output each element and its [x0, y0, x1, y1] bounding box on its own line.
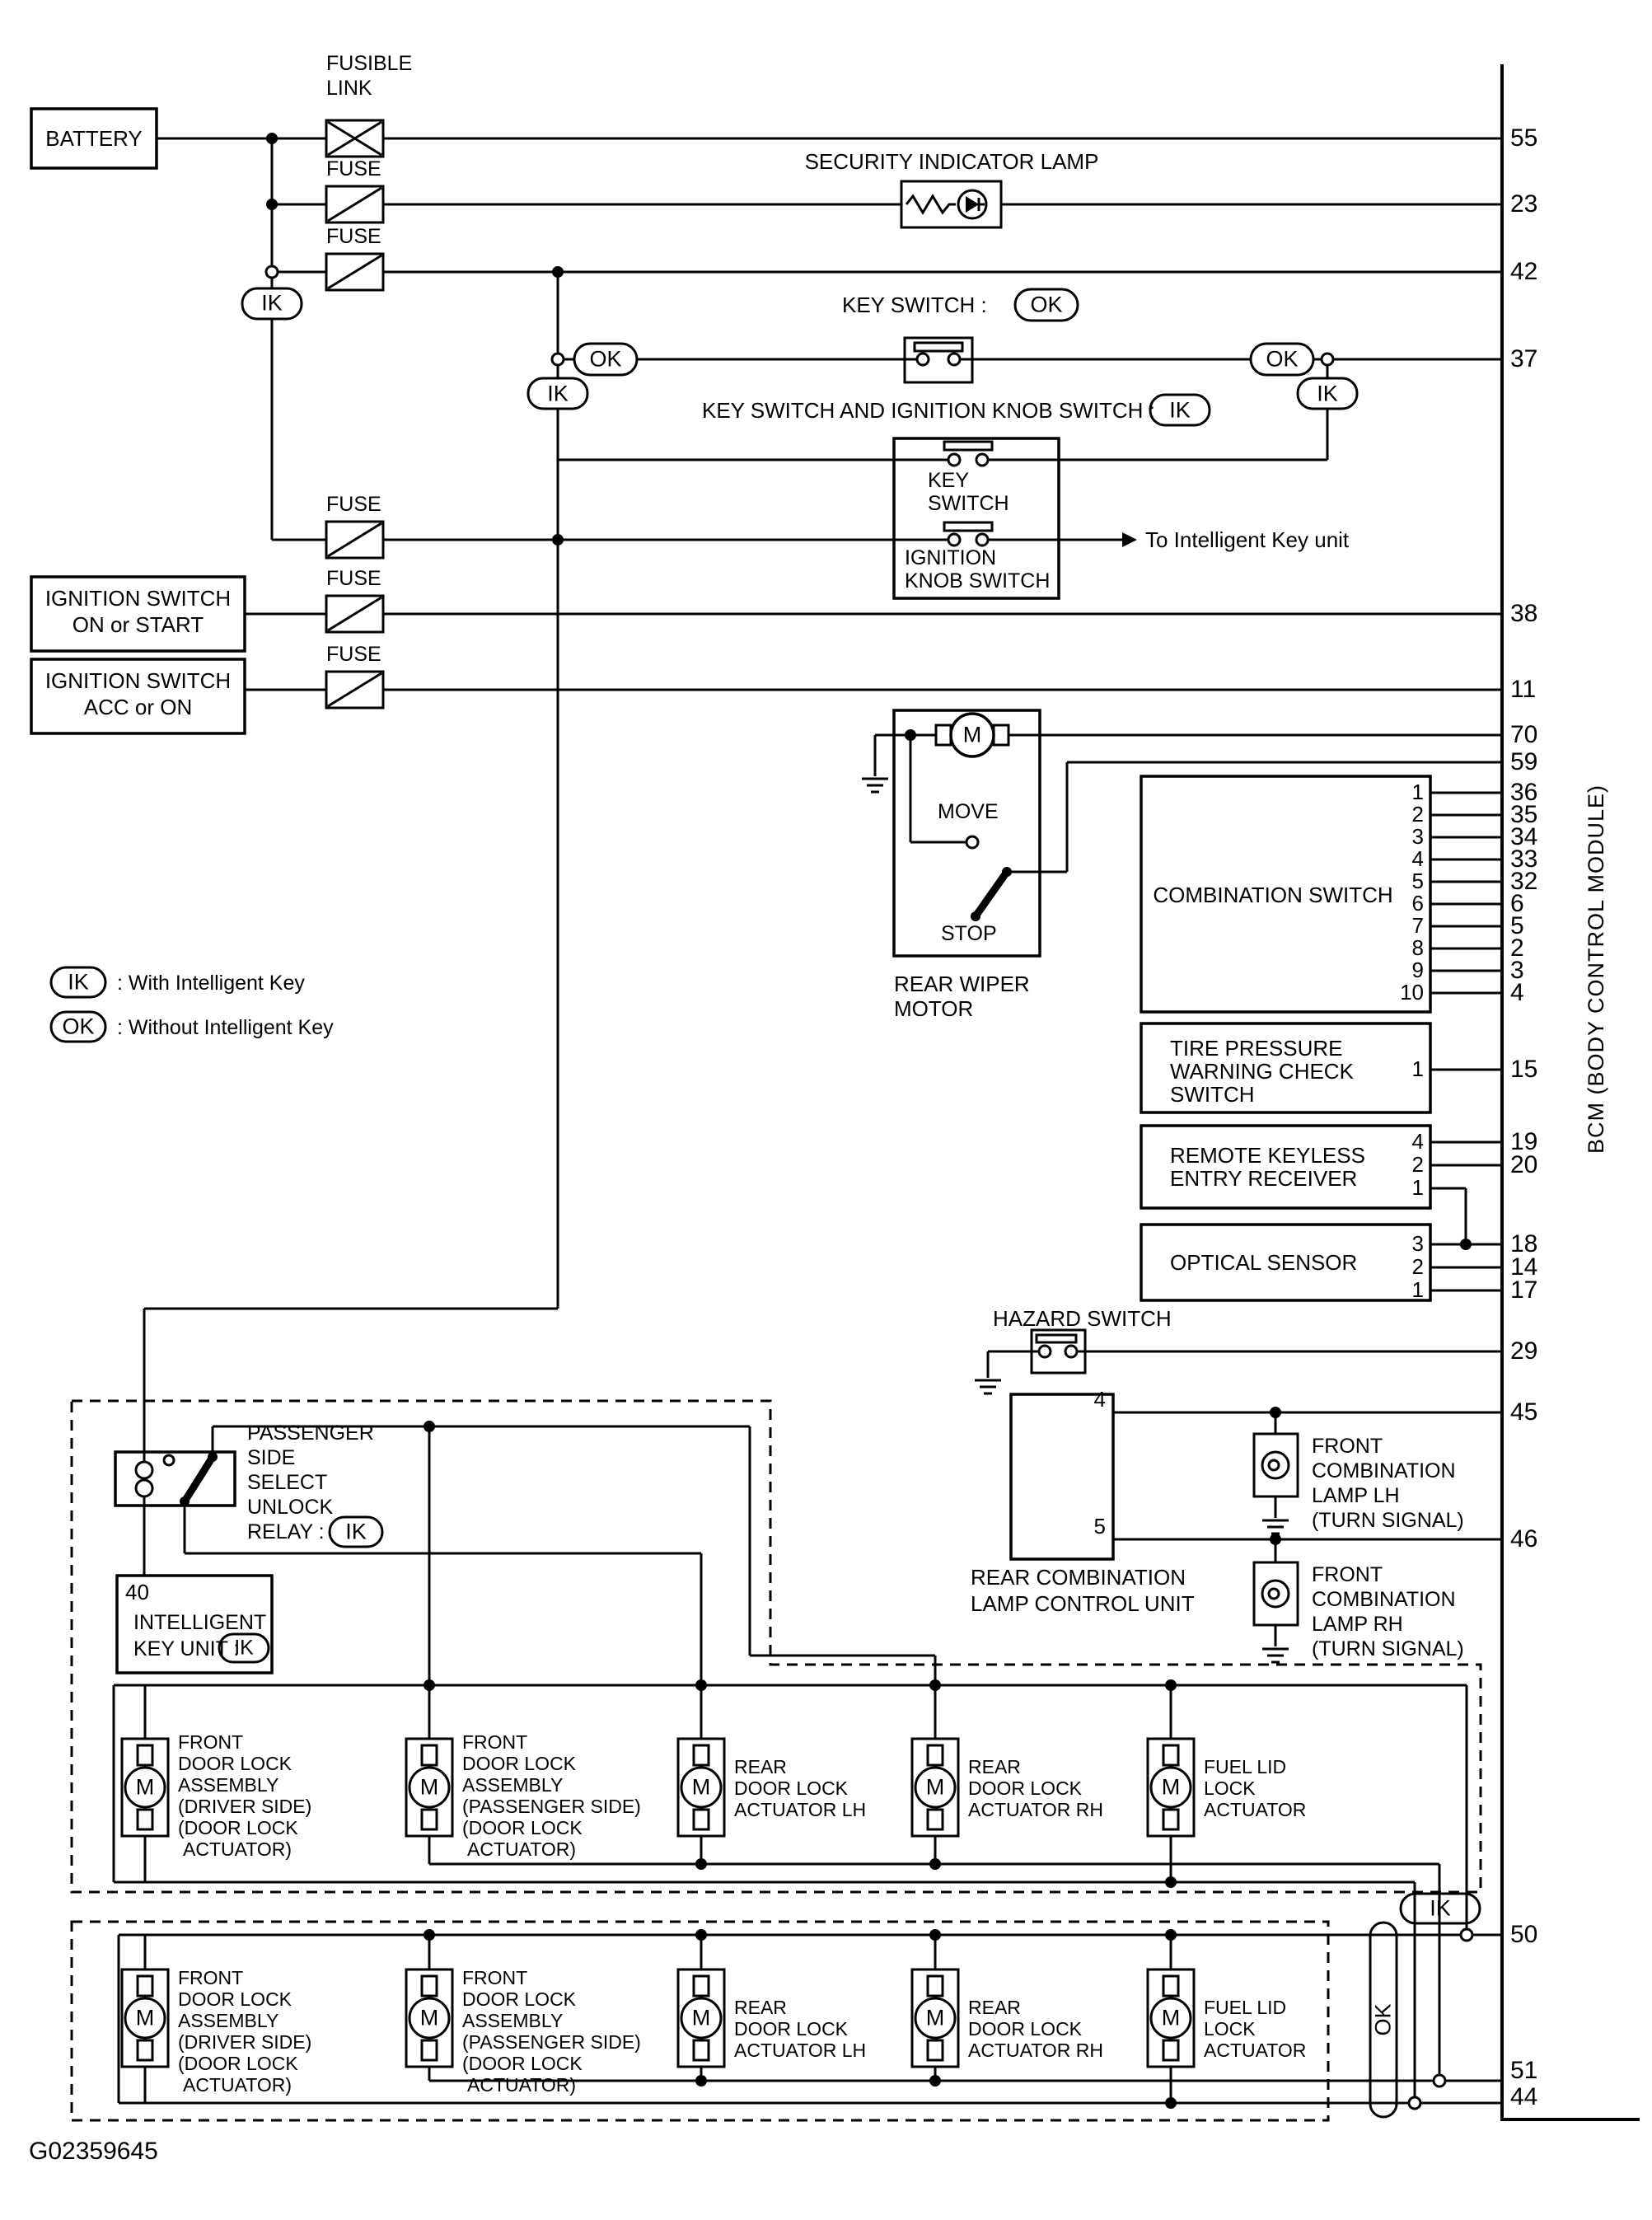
- comb-pin-7: 7: [1411, 913, 1424, 938]
- r1-d4-l3: ACTUATOR RH: [968, 1799, 1103, 1820]
- relay-label-4: UNLOCK: [247, 1496, 334, 1519]
- r2-d1-l2: DOOR LOCK: [178, 1988, 292, 2010]
- bcm-pin-50: 50: [1510, 1921, 1538, 1948]
- bcm-pin-18: 18: [1510, 1230, 1538, 1258]
- bcm-pin-59: 59: [1510, 748, 1538, 775]
- r1-d4-l2: DOOR LOCK: [968, 1777, 1083, 1799]
- fuse-label-11: FUSE: [326, 643, 381, 666]
- knob-switch-label-2: KNOB SWITCH: [905, 569, 1051, 592]
- battery-label: BATTERY: [45, 126, 143, 151]
- r1-d1-l6: ACTUATOR): [183, 1838, 292, 1860]
- lamp-lh-label-3: LAMP LH: [1312, 1484, 1400, 1507]
- motor-m-r1-driver: M: [135, 1774, 155, 1800]
- wiper-stop-label: STOP: [941, 922, 997, 945]
- comb-pin-1: 1: [1411, 780, 1424, 804]
- r2-d5-l2: LOCK: [1204, 2018, 1256, 2040]
- wiper-lever: [976, 872, 1007, 916]
- lamp-lh-label-2: COMBINATION: [1312, 1459, 1456, 1482]
- bcm-pin-45: 45: [1510, 1398, 1538, 1426]
- bcm-pin-3: 3: [1510, 957, 1524, 984]
- fuse-label-knob: FUSE: [326, 493, 381, 516]
- motor-m-r2-driver: M: [135, 2005, 155, 2030]
- arrow-icon: [1122, 532, 1137, 547]
- lamp-lh-label-4: (TURN SIGNAL): [1312, 1509, 1464, 1532]
- bcm-pin-70: 70: [1510, 721, 1538, 748]
- comb-pin-3: 3: [1411, 824, 1424, 849]
- fusible-link-label-1: FUSIBLE: [326, 52, 413, 75]
- r1-d1-l1: FRONT: [178, 1731, 244, 1753]
- bcm-pin-32: 32: [1510, 868, 1538, 895]
- ik-marker-left-text: IK: [547, 381, 569, 406]
- r2-d2-l6: ACTUATOR): [467, 2074, 577, 2096]
- r2-d5-l3: ACTUATOR: [1204, 2040, 1307, 2061]
- bcm-pin-44: 44: [1510, 2083, 1538, 2110]
- motor-m-r1-rear-lh: M: [691, 1774, 711, 1800]
- ok-marker-legend-text: OK: [62, 1014, 95, 1039]
- r1-d2-l2: DOOR LOCK: [462, 1753, 577, 1774]
- bcm-pin-38: 38: [1510, 600, 1538, 627]
- r1-d5-l2: LOCK: [1204, 1777, 1256, 1799]
- lamp-rh-label-2: COMBINATION: [1312, 1588, 1456, 1611]
- ik-marker-locks-text: IK: [1430, 1895, 1451, 1921]
- combination-switch-label: COMBINATION SWITCH: [1153, 883, 1393, 907]
- wire-front-layer: [119, 64, 1640, 2119]
- ground-icon-lamp-rh: [1262, 1649, 1289, 1662]
- fusible-link-label-2: LINK: [326, 77, 372, 100]
- wire-wiper-stop: [1007, 762, 1067, 872]
- r1-d3-l3: ACTUATOR LH: [734, 1799, 867, 1820]
- bcm-pin-4: 4: [1510, 979, 1524, 1006]
- ik-marker-caption-text: IK: [1169, 397, 1191, 423]
- motor-m-r2-passenger: M: [419, 2005, 439, 2030]
- r2-d2-l1: FRONT: [462, 1967, 528, 1988]
- r2-d3-l3: ACTUATOR LH: [734, 2040, 867, 2061]
- ignition-acc-on-label-2: ACC or ON: [83, 695, 193, 719]
- bcm-pin-35: 35: [1510, 801, 1538, 828]
- ik-marker-battery-text: IK: [261, 290, 283, 316]
- legend-ok-label: : Without Intelligent Key: [117, 1016, 334, 1039]
- key-switch-caption: KEY SWITCH :: [842, 293, 987, 317]
- r1-d5-l3: ACTUATOR: [1204, 1799, 1307, 1820]
- r2-d1-l6: ACTUATOR): [183, 2074, 292, 2096]
- comb-pin-4: 4: [1411, 846, 1424, 871]
- bcm-pin-2: 2: [1510, 934, 1524, 962]
- key-switch-box-label-1: KEY: [928, 469, 970, 492]
- iku-pin-40: 40: [125, 1580, 149, 1604]
- r1-d2-l3: ASSEMBLY: [462, 1774, 564, 1796]
- r2-d1-l4: (DRIVER SIDE): [178, 2031, 312, 2053]
- connector-circle: [266, 266, 278, 278]
- bcm-pin-34: 34: [1510, 823, 1538, 850]
- bcm-pin-23: 23: [1510, 190, 1538, 218]
- fuse-label-38: FUSE: [326, 567, 381, 590]
- key-ik-caption: KEY SWITCH AND IGNITION KNOB SWITCH :: [702, 398, 1155, 423]
- r1-d1-l3: ASSEMBLY: [178, 1774, 279, 1796]
- comb-pin-5: 5: [1411, 869, 1424, 893]
- r1-d1-l2: DOOR LOCK: [178, 1753, 292, 1774]
- bcm-pin-19: 19: [1510, 1128, 1538, 1155]
- bcm-pin-17: 17: [1510, 1276, 1538, 1304]
- r2-d1-l1: FRONT: [178, 1967, 244, 1988]
- lamp-rh-label-4: (TURN SIGNAL): [1312, 1637, 1464, 1660]
- ignition-acc-on-label-1: IGNITION SWITCH: [44, 668, 232, 693]
- r2-d3-l1: REAR: [734, 1997, 787, 2018]
- lamp-lh-label-1: FRONT: [1312, 1435, 1383, 1458]
- r1-d2-l6: ACTUATOR): [467, 1838, 577, 1860]
- iku-label-1: INTELLIGENT: [133, 1611, 267, 1634]
- bcm-pin-5: 5: [1510, 912, 1524, 939]
- bcm-pin-37: 37: [1510, 345, 1538, 372]
- unlock-relay-box: [115, 1452, 235, 1506]
- r2-d4-l1: REAR: [968, 1997, 1021, 2018]
- bcm-pin-51: 51: [1510, 2057, 1538, 2084]
- ground-icon-wiper: [862, 779, 888, 792]
- bcm-pin-11: 11: [1510, 676, 1537, 703]
- lamp-unit-label-1: REAR COMBINATION: [971, 1565, 1186, 1590]
- ok-marker-right-text: OK: [1266, 346, 1299, 372]
- r2-d1-l3: ASSEMBLY: [178, 2010, 279, 2031]
- rke-label-1: REMOTE KEYLESS: [1170, 1143, 1365, 1168]
- r2-d5-l1: FUEL LID: [1204, 1997, 1287, 2018]
- r1-d2-l4: (PASSENGER SIDE): [462, 1796, 641, 1817]
- r2-d3-l2: DOOR LOCK: [734, 2018, 849, 2040]
- ignition-on-start-label-2: ON or START: [72, 612, 204, 637]
- bcm-pin-14: 14: [1510, 1253, 1538, 1281]
- ok-marker-caption-text: OK: [1030, 292, 1063, 317]
- relay-label-3: SELECT: [247, 1471, 328, 1494]
- to-intelligent-key-label: To Intelligent Key unit: [1145, 527, 1350, 552]
- wiper-motor-m: M: [962, 722, 982, 747]
- motor-m-r2-fuel: M: [1161, 2005, 1181, 2030]
- ik-marker-right-text: IK: [1317, 381, 1338, 406]
- r2-d2-l4: (PASSENGER SIDE): [462, 2031, 641, 2053]
- optical-sensor-label: OPTICAL SENSOR: [1170, 1250, 1358, 1275]
- figure-code: G02359645: [29, 2138, 158, 2165]
- lamp-rh-label-3: LAMP RH: [1312, 1613, 1403, 1636]
- wiper-move-label: MOVE: [938, 800, 999, 823]
- relay-label-1: PASSENGER: [247, 1421, 374, 1445]
- hazard-switch-label: HAZARD SWITCH: [993, 1306, 1172, 1331]
- motor-m-r1-fuel: M: [1161, 1774, 1181, 1800]
- r1-d5-l1: FUEL LID: [1204, 1756, 1287, 1777]
- bcm-pin-36: 36: [1510, 779, 1538, 806]
- legend-ik-label: : With Intelligent Key: [117, 972, 305, 995]
- bcm-pin-20: 20: [1510, 1151, 1538, 1178]
- rear-wiper-label-1: REAR WIPER: [894, 972, 1030, 996]
- comb-pin-6: 6: [1411, 891, 1424, 916]
- r1-d2-l5: (DOOR LOCK: [462, 1817, 583, 1838]
- lamp-unit-label-2: LAMP CONTROL UNIT: [971, 1591, 1195, 1616]
- ok-marker-left-text: OK: [589, 346, 622, 372]
- comb-pin-2: 2: [1411, 802, 1424, 827]
- fuse-label-42: FUSE: [326, 225, 381, 248]
- iku-label-2: KEY UNIT :: [133, 1637, 240, 1660]
- ok-marker-locks-text: OK: [1370, 2003, 1396, 2036]
- comb-pin-10: 10: [1400, 980, 1424, 1005]
- ground-icon-hazard: [975, 1380, 1001, 1393]
- tire-label-2: WARNING CHECK: [1170, 1059, 1354, 1084]
- motor-m-r2-rear-rh: M: [925, 2005, 945, 2030]
- tire-pin-1: 1: [1411, 1056, 1424, 1081]
- ik-marker-legend-text: IK: [68, 969, 89, 995]
- bcm-pin-29: 29: [1510, 1337, 1538, 1365]
- r2-d4-l3: ACTUATOR RH: [968, 2040, 1103, 2061]
- r1-d3-l1: REAR: [734, 1756, 787, 1777]
- r2-d2-l2: DOOR LOCK: [462, 1988, 577, 2010]
- rke-pin-1: 1: [1411, 1175, 1424, 1200]
- wire-optical: [1430, 1244, 1502, 1290]
- r1-d1-l4: (DRIVER SIDE): [178, 1796, 312, 1817]
- r1-d4-l1: REAR: [968, 1756, 1021, 1777]
- tire-label-3: SWITCH: [1170, 1082, 1255, 1107]
- motor-m-r2-rear-lh: M: [691, 2005, 711, 2030]
- optical-pin-1: 1: [1411, 1277, 1424, 1302]
- r1-d1-l5: (DOOR LOCK: [178, 1817, 298, 1838]
- relay-coil-icon: [136, 1462, 152, 1478]
- bcm-pin-15: 15: [1510, 1056, 1538, 1083]
- fuse-label-23: FUSE: [326, 157, 381, 180]
- comb-pin-8: 8: [1411, 935, 1424, 960]
- relay-label-2: SIDE: [247, 1446, 296, 1469]
- ik-marker-iku-text: IK: [234, 1636, 254, 1660]
- optical-pin-2: 2: [1411, 1254, 1424, 1279]
- tire-label-1: TIRE PRESSURE: [1170, 1036, 1343, 1061]
- comb-pin-9: 9: [1411, 958, 1424, 982]
- lamp-rh-label-1: FRONT: [1312, 1563, 1383, 1586]
- knob-switch-label-1: IGNITION: [905, 546, 997, 569]
- ignition-on-start-label-1: IGNITION SWITCH: [44, 586, 232, 611]
- key-switch-box-label-2: SWITCH: [928, 492, 1009, 515]
- rke-pin-2: 2: [1411, 1152, 1424, 1177]
- bcm-pin-46: 46: [1510, 1525, 1538, 1553]
- rke-label-2: ENTRY RECEIVER: [1170, 1166, 1358, 1191]
- rear-wiper-label-2: MOTOR: [894, 996, 974, 1021]
- wire-comb-stubs: [1430, 793, 1502, 993]
- r1-d2-l1: FRONT: [462, 1731, 528, 1753]
- lamp-unit-pin-5: 5: [1093, 1514, 1106, 1539]
- ik-marker-relay-text: IK: [345, 1519, 367, 1544]
- wire-rke: [1430, 1142, 1502, 1244]
- lamp-unit-pin-4: 4: [1093, 1387, 1106, 1412]
- r2-d4-l2: DOOR LOCK: [968, 2018, 1083, 2040]
- bcm-pin-42: 42: [1510, 258, 1538, 285]
- r2-d2-l3: ASSEMBLY: [462, 2010, 564, 2031]
- ground-icon-lamp-lh: [1262, 1520, 1289, 1534]
- motor-m-r1-rear-rh: M: [925, 1774, 945, 1800]
- security-lamp-label: SECURITY INDICATOR LAMP: [804, 149, 1099, 174]
- r2-d1-l5: (DOOR LOCK: [178, 2053, 298, 2074]
- bcm-pin-55: 55: [1510, 124, 1538, 152]
- bcm-pin-6: 6: [1510, 890, 1524, 917]
- bcm-module-label: BCM (BODY CONTROL MODULE): [1584, 784, 1608, 1154]
- relay-label-5: RELAY :: [247, 1520, 325, 1543]
- bcm-pin-33: 33: [1510, 845, 1538, 873]
- optical-pin-3: 3: [1411, 1231, 1424, 1256]
- wire-relay-top: [213, 1426, 935, 1685]
- r2-d2-l5: (DOOR LOCK: [462, 2053, 583, 2074]
- r1-d3-l2: DOOR LOCK: [734, 1777, 849, 1799]
- motor-m-r1-passenger: M: [419, 1774, 439, 1800]
- rke-pin-4: 4: [1411, 1129, 1424, 1154]
